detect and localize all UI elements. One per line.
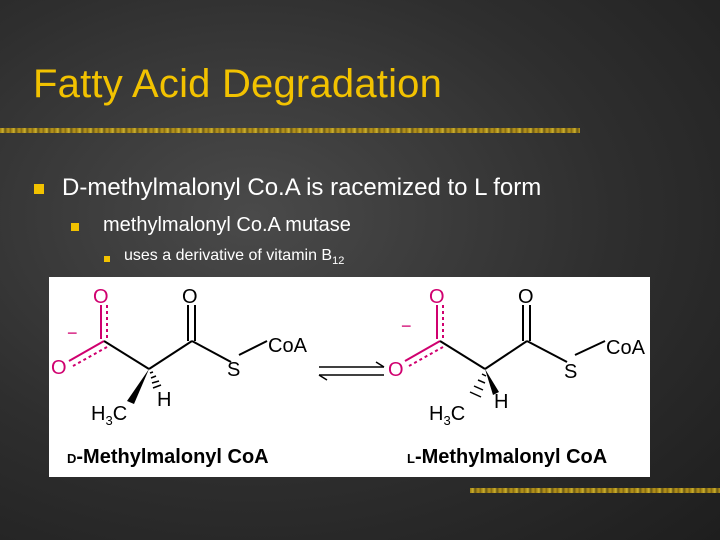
oxygen-top-left: O [93, 286, 109, 308]
d-methylmalonyl-structure [51, 286, 308, 468]
sulfur: S [227, 359, 241, 381]
methyl-group: $H_3C$ [429, 403, 466, 428]
coa-group: CoA [268, 335, 307, 357]
negative-charge: − [401, 316, 412, 336]
bullet-level3 [124, 247, 344, 267]
oxygen-top-left: O [429, 286, 445, 308]
coa-group: CoA [606, 337, 645, 359]
hydrogen: H [494, 391, 509, 413]
vitamin-subscript: 12 [332, 255, 345, 268]
l-methylmalonyl-label: L-Methylmalonyl CoA [407, 446, 608, 468]
bullet-square-icon [104, 256, 110, 262]
title-divider [0, 128, 580, 133]
oxygen-top-right: O [518, 286, 534, 308]
bullet-level3-text: uses a derivative of vitamin B [124, 247, 333, 264]
bullet-square-icon [71, 223, 79, 231]
bullet-square-icon [34, 184, 44, 194]
hydrogen: H [157, 389, 172, 411]
oxygen-bottom: O [51, 357, 67, 379]
oxygen-bottom: O [388, 359, 404, 381]
bottom-divider [470, 488, 720, 493]
methylmalonyl-racemization-figure [49, 277, 650, 477]
d-methylmalonyl-label: D-Methylmalonyl CoA [67, 446, 269, 468]
slide-title: Fatty Acid Degradation [33, 62, 443, 106]
bullet-level1: D-methylmalonyl Co.A is racemized to L form [62, 174, 542, 201]
l-methylmalonyl-structure [388, 286, 646, 468]
oxygen-top-right: O [182, 286, 198, 308]
sulfur: S [564, 361, 578, 383]
equilibrium-arrows-icon [319, 362, 384, 380]
methyl-group: $H_3C$ [91, 403, 128, 428]
negative-charge: − [67, 323, 78, 343]
bullet-level2: methylmalonyl Co.A mutase [103, 214, 351, 236]
